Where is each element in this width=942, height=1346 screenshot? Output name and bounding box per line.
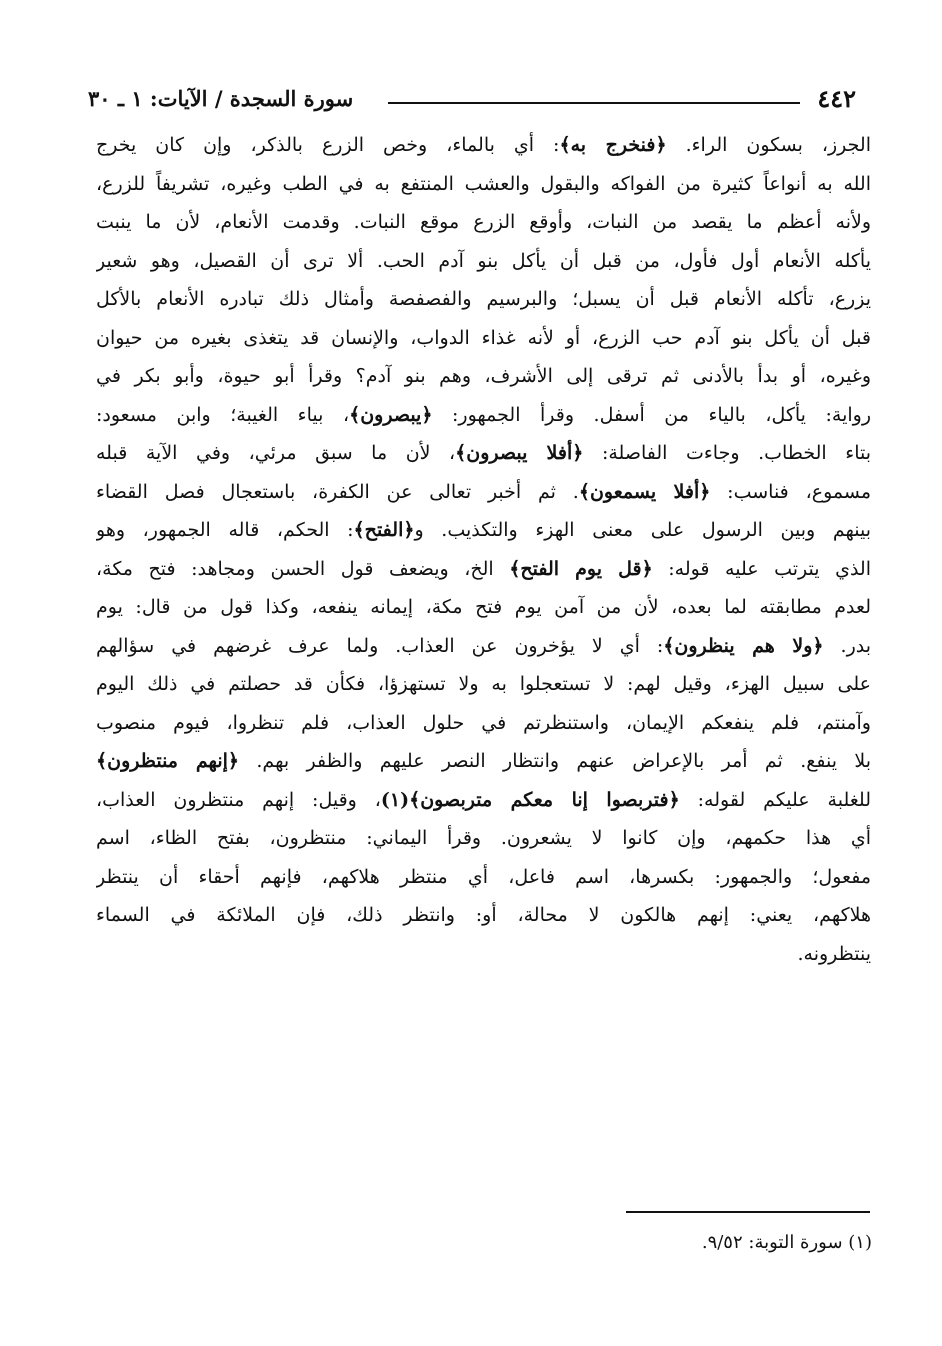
text-segment: : أي بالماء، وخص الزرع بالذكر، وإن كان يخرج <box>96 134 560 156</box>
text-segment: على سبيل الهزء، وقيل لهم: لا تستعجلوا به ولا تستهزؤا، فكأن قد حصلتم في ذلك اليوم <box>96 673 871 695</box>
text-line <box>96 242 871 281</box>
text-segment: ولأنه أعظم ما يقصد من النبات، وأوقع الزرع موقع النبات. وقدمت الأنعام، لأن ما ينبت <box>96 211 871 233</box>
text-segment: ، وقيل: إنهم منتظرون العذاب، <box>96 788 381 811</box>
text-segment: ، بياء الغيبة؛ وابن مسعود: <box>96 403 350 426</box>
text-segment: : الحكم، قاله الجمهور، وهو <box>96 519 354 541</box>
running-title: سورة السجدة / الآيات: ١ ـ ٣٠ <box>88 86 354 111</box>
text-segment: ينتظرونه. <box>797 942 871 965</box>
footnote: (١) سورة التوبة: ٩/٥٢. <box>701 1232 872 1253</box>
text-segment: الله به أنواعاً كثيرة من الفواكه والبقول والعشب المنتفع به في الطب وغيره، تشريفاً للزرع، <box>96 172 871 195</box>
text-segment: بتاء الخطاب. وجاءت الفاصلة: <box>583 442 871 464</box>
text-segment: لعدم مطابقته لما بعده، لأن من آمن يوم فتح مكة، إيمانه ينفعه، وكذا قول من قال: يوم <box>96 596 871 618</box>
text-line <box>96 665 871 704</box>
text-line <box>96 935 871 974</box>
quran-quote: ﴿أفلا يبصرون﴾ <box>455 442 584 464</box>
page-number: ٤٤٢ <box>817 84 856 113</box>
text-segment: بينهم وبين الرسول على معنى الهزء والتكذيب. و <box>414 519 871 541</box>
text-line <box>96 742 871 781</box>
text-line <box>96 781 871 820</box>
text-segment: قبل أن يأكل بنو آدم حب الزرع، أو لأنه غذاء الدواب، والإنسان قد يتغذى بغيره من حيوان <box>96 326 871 349</box>
text-line <box>96 396 871 435</box>
quran-quote: ﴿فتربصوا إنا معكم متربصون﴾(١) <box>380 788 680 811</box>
text-line <box>96 280 871 319</box>
text-segment: وغيره، أو بدأ بالأدنى ثم ترقى إلى الأشرف، وهم بنو آدم؟ وقرأ أبو حيوة، وأبو بكر في <box>96 365 871 387</box>
text-segment: هلاكهم، يعني: إنهم هالكون لا محالة، أو: وانتظر ذلك، فإن الملائكة في السماء <box>96 904 871 926</box>
quran-quote: ﴿الفتح﴾ <box>353 519 415 541</box>
text-segment: يزرع، تأكله الأنعام قبل أن يسبل؛ والبرسيم والفصفصة وأمثال ذلك تبادره الأنعام بالأكل <box>96 288 871 310</box>
text-line <box>96 588 871 627</box>
text-line <box>96 203 871 242</box>
text-segment: بدر. <box>823 634 871 657</box>
text-segment: الخ، ويضعف قول الحسن ومجاهد: فتح مكة، <box>96 557 510 580</box>
text-line <box>96 319 871 358</box>
text-line <box>96 165 871 204</box>
text-segment: . ثم أخبر تعالى عن الكفرة، باستعجال فصل القضاء <box>96 480 579 503</box>
text-line <box>96 434 871 473</box>
body-text <box>96 126 871 973</box>
text-line <box>96 473 871 512</box>
quran-quote: ﴿إنهم منتظرون﴾ <box>96 750 240 772</box>
text-line <box>96 704 871 743</box>
text-segment: رواية: يأكل، بالياء من أسفل. وقرأ الجمهور: <box>432 403 871 426</box>
text-segment: الذي يترتب عليه قوله: <box>652 557 871 580</box>
text-line <box>96 511 871 550</box>
text-line <box>96 627 871 666</box>
quran-quote: ﴿أفلا يسمعون﴾ <box>578 480 711 503</box>
text-line <box>96 357 871 396</box>
text-line <box>96 819 871 858</box>
text-segment: أي هذا حكمهم، وإن كانوا لا يشعرون. وقرأ اليماني: منتظرون، بفتح الظاء، اسم <box>96 827 871 849</box>
quran-quote: ﴿ولا هم ينظرون﴾ <box>663 634 824 657</box>
quran-quote: ﴿قل يوم الفتح﴾ <box>509 557 653 580</box>
quran-quote: ﴿يبصرون﴾ <box>349 403 433 426</box>
running-header <box>88 82 856 116</box>
quran-quote: ﴿فنخرج به﴾ <box>559 134 667 156</box>
text-line <box>96 550 871 589</box>
footnote-separator <box>626 1211 870 1213</box>
header-rule <box>388 102 800 104</box>
text-segment: مفعول؛ والجمهور: بكسرها، اسم فاعل، أي منتظر هلاكهم، فإنهم أحقاء أن ينتظر <box>96 865 871 888</box>
text-segment: : أي لا يؤخرون عن العذاب. ولما عرف غرضهم في سؤالهم <box>96 634 664 657</box>
text-segment: ، لأن ما سبق مرئي، وفي الآية قبله <box>96 442 456 464</box>
text-segment: مسموع، فناسب: <box>710 480 871 503</box>
text-line <box>96 858 871 897</box>
text-line <box>96 896 871 935</box>
text-segment: يأكله الأنعام أول فأول، من قبل أن يأكل بنو آدم الحب. ألا ترى أن القصيل، وهو شعير <box>96 249 871 272</box>
text-segment: الجرز، بسكون الراء. <box>666 134 871 156</box>
text-segment: للغلبة عليكم لقوله: <box>679 788 871 811</box>
text-segment: وآمنتم، فلم ينفعكم الإيمان، واستنظرتم في حلول العذاب، فلم تنظروا، فيوم منصوب <box>96 711 871 734</box>
text-line <box>96 126 871 165</box>
text-segment: بلا ينفع. ثم أمر بالإعراض عنهم وانتظار النصر عليهم والظفر بهم. <box>239 750 871 772</box>
